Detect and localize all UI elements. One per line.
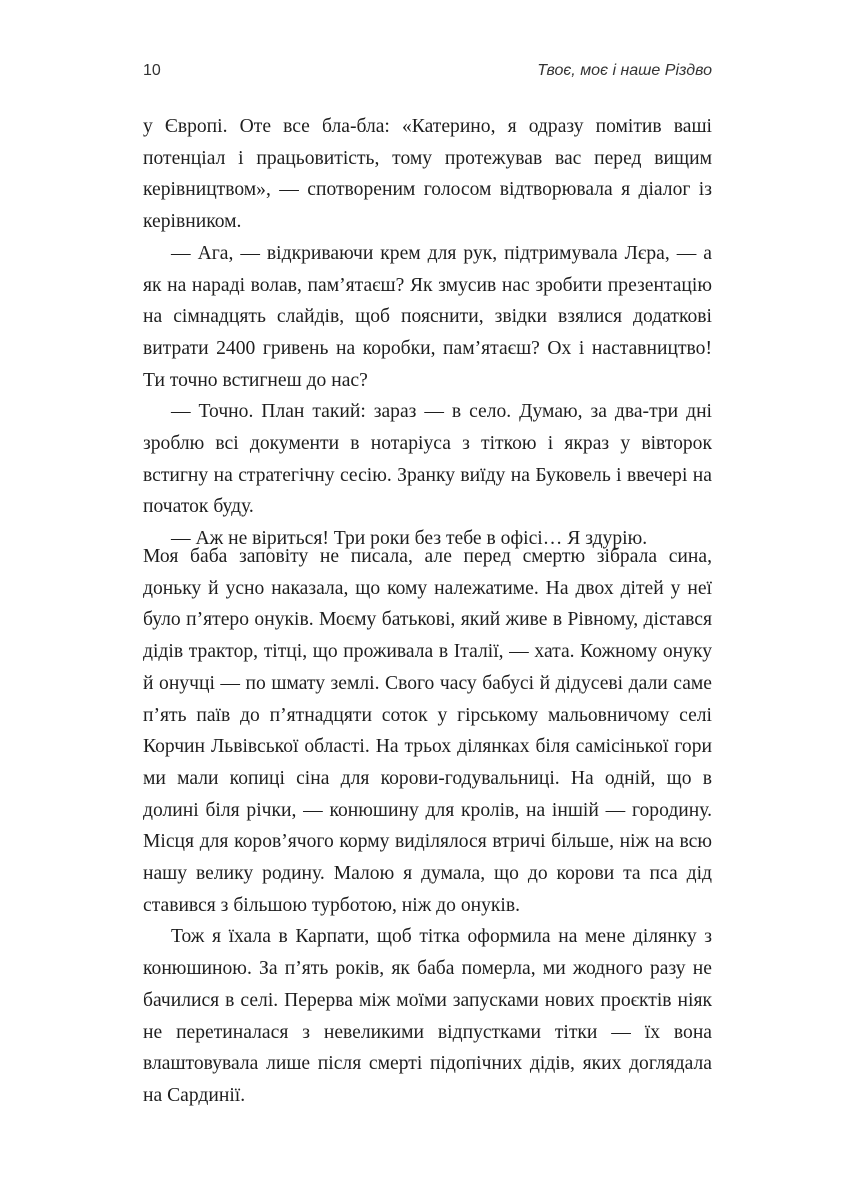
page-number: 10 xyxy=(143,62,161,79)
dialogue-paragraph: — Точно. План такий: зараз — в село. Думаю, за два-три дні зроблю всі документи в нотаріуса з тіткою і якраз у вівторок встигну на стратегічну сесію. Зранку виїду на Буковель і ввечері на початок буду. xyxy=(143,401,712,518)
text-block-dialogue xyxy=(143,111,712,555)
paragraph: у Європі. Оте все бла-бла: «Катерино, я одразу помітив ваші потенціал і працьовитість, тому протежував вас перед вищим керівництвом», — спотвореним голосом відтворювала я діалог із керівником. xyxy=(143,116,712,233)
book-title: Твоє, моє і наше Різдво xyxy=(537,62,712,79)
paragraph: Моя баба заповіту не писала, але перед смертю зібрала сина, доньку й усно наказала, що кому належатиме. На двох дітей у неї було п’ятеро онуків. Моєму батькові, який живе в Рівному, дістався дідів трактор, тітці, що проживала в Італії, — хата. Кожному онуку й онучці — по шмату землі. Свого часу бабусі й дідусеві дали саме п’ять паїв до п’ятнадцяти соток у гірському мальовничому селі Корчин Львівської області. На трьох ділянках біля самісінької гори ми мали копиці сіна для корови-годувальниці. На одній, що в долині біля річки, — конюшину для кролів, на іншій — городину. Місця для коров’ячого корму виділялося втричі більше, ніж на всю нашу велику родину. Малою я думала, що до корови та пса дід ставився з більшою турботою, ніж до онуків. xyxy=(143,546,712,916)
running-header xyxy=(143,62,712,86)
dialogue-paragraph: — Аж не віриться! Три роки без тебе в офісі… Я здурію. xyxy=(171,528,648,550)
paragraph: Тож я їхала в Карпати, щоб тітка оформила на мене ділянку з конюшиною. За п’ять років, як баба померла, ми жодного разу не бачилися в селі. Перерва між моїми запусками нових проєктів ніяк не перетиналася з невеликими відпустками тітки — їх вона влаштовувала лише після смерті підопічних дідів, яких доглядала на Сардинії. xyxy=(143,926,712,1106)
text-block-narrative xyxy=(143,541,712,1112)
dialogue-paragraph: — Ага, — відкриваючи крем для рук, підтримувала Лєра, — а як на нараді волав, пам’ятаєш? Як змусив нас зробити презентацію на сімнадцять слайдів, щоб пояснити, звідки взялися додаткові витрати 2400 гривень на коробки, пам’ятаєш? Ох і наставництво! Ти точно встигнеш до нас? xyxy=(143,242,712,391)
